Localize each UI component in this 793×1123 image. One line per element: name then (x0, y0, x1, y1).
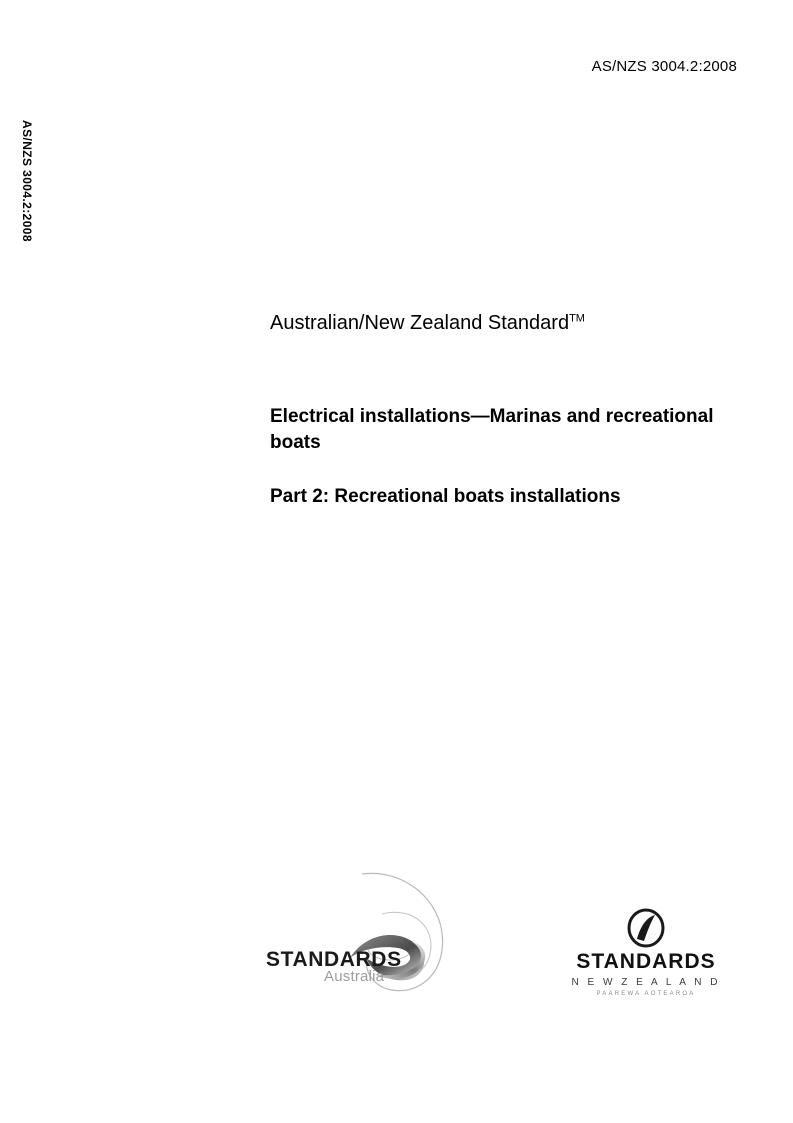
standards-new-zealand-logo (556, 908, 736, 1008)
spine-label-text: AS/NZS 3004.2:2008 (20, 120, 34, 242)
standards-australia-sub: Australia (324, 968, 385, 985)
swirl-logo-icon (344, 862, 464, 1012)
page-title: Electrical installations—Marinas and recreational boats (270, 406, 714, 453)
standard-type (270, 310, 740, 336)
spine-label (18, 120, 38, 320)
standards-australia-name: STANDARDS (266, 948, 402, 971)
header-standard-reference: AS/NZS 3004.2:2008 (591, 58, 737, 75)
part-title: Part 2: Recreational boats installations (270, 486, 621, 508)
standards-new-zealand-sub: N E W Z E A L A N D (571, 977, 721, 988)
standard-type-text: Australian/New Zealand Standard (270, 312, 570, 334)
standards-australia-logo (262, 862, 472, 1012)
standards-new-zealand-sub2: PAAREWA AOTEAROA (596, 991, 696, 997)
oval-swoosh-icon (620, 908, 672, 948)
title-block (270, 310, 740, 510)
trademark-icon: TM (569, 312, 585, 325)
standards-new-zealand-name: STANDARDS (576, 950, 716, 973)
